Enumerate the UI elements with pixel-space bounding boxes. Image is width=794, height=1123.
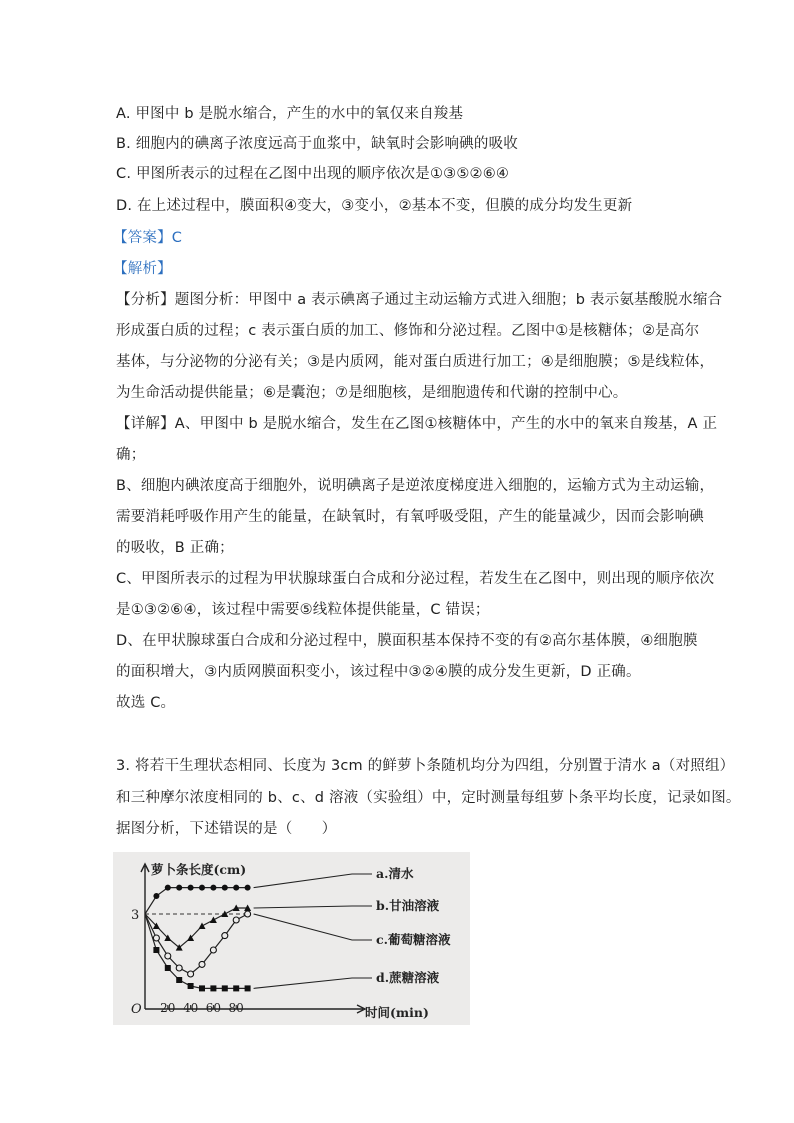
legend-label: b.甘油溶液: [376, 898, 440, 913]
detail-line: 是①③②⑥④，该过程中需要⑤线粒体提供能量，C 错误；: [116, 602, 490, 618]
x-tick-label: 60: [205, 1001, 222, 1015]
data-point: [233, 917, 239, 923]
conclusion-line: 故选 C。: [116, 695, 176, 711]
question-3-line: 和三种摩尔浓度相同的 b、c、d 溶液（实验组）中，定时测量每组萝卜条平均长度，记录如图。: [116, 790, 741, 806]
question-3-line: 3. 将若干生理状态相同、长度为 3cm 的鲜萝卜条随机均分为四组，分别置于清水 a（对照组）: [116, 758, 735, 774]
x-axis-label: 时间(min): [365, 1005, 429, 1020]
legend-label: d.蔗糖溶液: [376, 970, 440, 985]
detail-line: D、在甲状腺球蛋白合成和分泌过程中，膜面积基本保持不变的有②高尔基体膜，④细胞膜: [116, 633, 698, 649]
detail-line: 【详解】A、甲图中 b 是脱水缩合，发生在乙图①核糖体中，产生的水中的氧来自羧基，A 正: [116, 416, 718, 432]
data-point: [153, 935, 159, 941]
detail-line: 的吸收，B 正确；: [116, 540, 234, 556]
data-point: [188, 885, 194, 891]
data-point: [199, 885, 205, 891]
data-point: [210, 985, 216, 991]
data-point: [176, 885, 182, 891]
data-point: [245, 885, 251, 891]
analysis-line: 形成蛋白质的过程；c 表示蛋白质的加工、修饰和分泌过程。乙图中①是核糖体；②是高尔: [116, 323, 700, 339]
data-point: [153, 893, 159, 899]
detail-line: 确；: [116, 447, 146, 463]
analysis-label: 【解析】: [113, 261, 172, 277]
x-tick-label: 80: [228, 1001, 244, 1015]
analysis-line: 为生命活动提供能量；⑥是囊泡；⑦是细胞核，是细胞遗传和代谢的控制中心。: [116, 385, 628, 401]
option-a: A. 甲图中 b 是脱水缩合，产生的水中的氧仅来自羧基: [116, 106, 464, 122]
detail-line: B、细胞内碘浓度高于细胞外，说明碘离子是逆浓度梯度进入细胞的，运输方式为主动运输，: [116, 478, 715, 494]
detail-line: C、甲图所表示的过程为甲状腺球蛋白合成和分泌过程，若发生在乙图中，则出现的顺序依次: [116, 571, 715, 587]
series-line: [145, 914, 248, 974]
data-point: [188, 983, 194, 989]
data-point: [245, 911, 251, 917]
option-c: C. 甲图所表示的过程在乙图中出现的顺序依次是①③⑤②⑥④: [116, 166, 510, 182]
data-point: [222, 985, 228, 991]
data-point: [176, 977, 182, 983]
option-d: D. 在上述过程中，膜面积④变大，③变小，②基本不变，但膜的成分均发生更新: [116, 198, 633, 214]
analysis-line: 基体，与分泌物的分泌有关；③是内质网，能对蛋白质进行加工；④是细胞膜；⑤是线粒体，: [116, 354, 715, 370]
analysis-line: 【分析】题图分析：甲图中 a 表示碘离子通过主动运输方式进入细胞；b 表示氨基酸脱水缩合: [116, 292, 723, 308]
data-point: [153, 947, 159, 953]
legend-pointer: [254, 914, 372, 940]
data-point: [165, 885, 171, 891]
data-point: [210, 885, 216, 891]
data-point: [210, 917, 217, 924]
data-point: [188, 971, 194, 977]
detail-line: 的面积增大，③内质网膜面积变小，该过程中③②④膜的成分发生更新，D 正确。: [116, 664, 641, 680]
question-3-line: 据图分析，下述错误的是（ ）: [116, 821, 337, 837]
legend-label: a.清水: [376, 866, 414, 881]
data-point: [176, 965, 182, 971]
data-point: [222, 885, 228, 891]
chart-svg: [113, 852, 470, 1025]
x-tick-label: 40: [182, 1001, 199, 1015]
data-point: [165, 965, 171, 971]
y-tick-label: 3: [131, 908, 140, 923]
y-axis-label: 萝卜条长度(cm): [151, 862, 247, 877]
data-point: [199, 961, 205, 967]
data-point: [245, 985, 251, 991]
x-tick-label: 20: [160, 1001, 176, 1015]
line-chart: [113, 852, 470, 1025]
data-point: [199, 985, 205, 991]
legend-label: c.葡萄糖溶液: [376, 932, 451, 947]
data-point: [210, 947, 216, 953]
detail-line: 需要消耗呼吸作用产生的能量，在缺氧时，有氧呼吸受阻，产生的能量减少，因而会影响碘: [116, 509, 704, 525]
data-point: [165, 953, 171, 959]
data-point: [233, 985, 239, 991]
legend-pointer: [254, 906, 372, 908]
origin-label: O: [131, 1002, 142, 1017]
legend-pointer: [254, 978, 372, 988]
answer-label: 【答案】C: [113, 230, 183, 246]
data-point: [233, 885, 239, 891]
data-point: [199, 923, 206, 930]
data-point: [222, 933, 228, 939]
legend-pointer: [254, 874, 372, 888]
option-b: B. 细胞内的碘离子浓度远高于血浆中，缺氧时会影响碘的吸收: [116, 136, 518, 152]
